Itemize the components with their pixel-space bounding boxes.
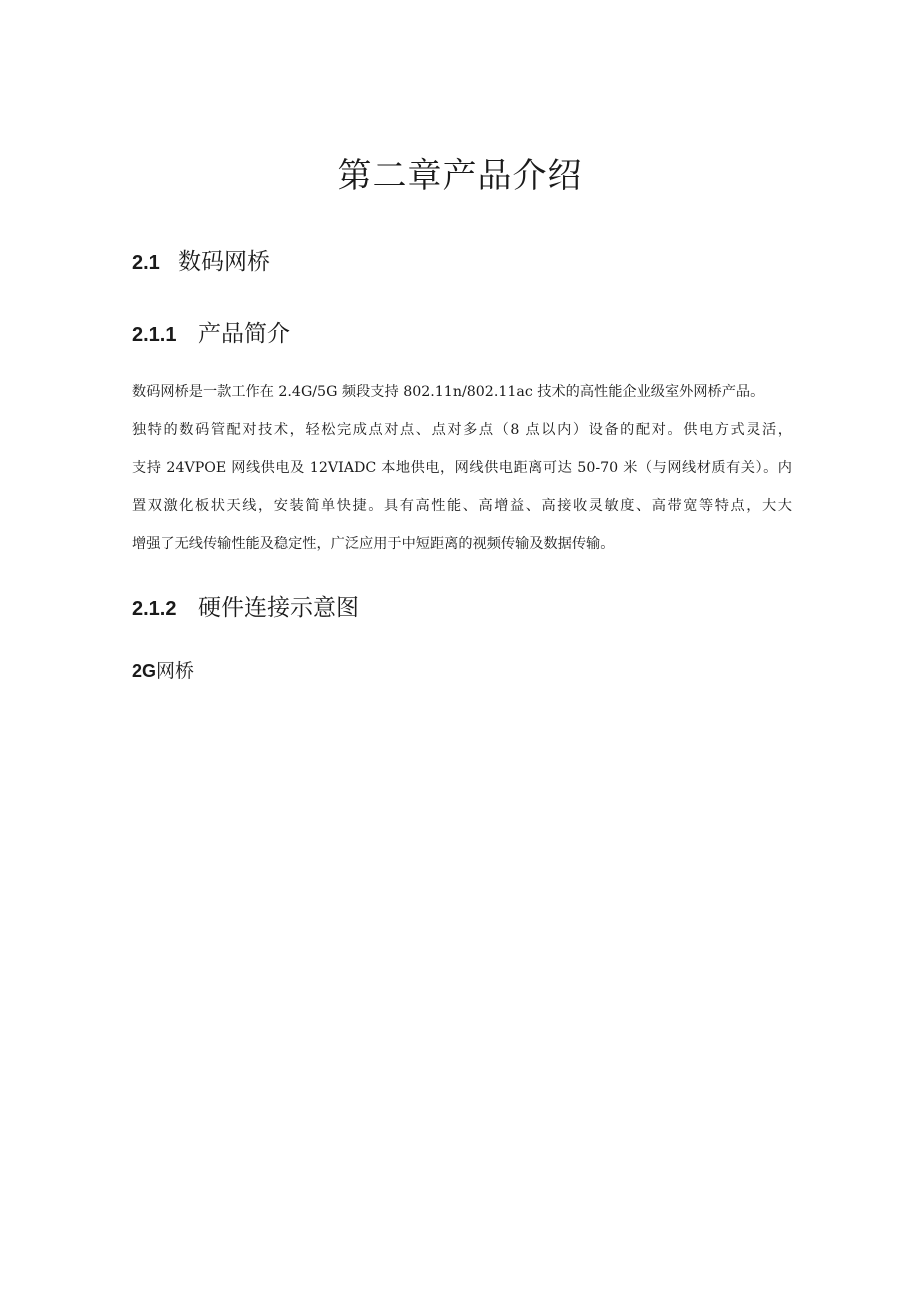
chapter-title: 第二章产品介绍 [337,156,583,196]
section-title: 数码网桥 [178,249,270,275]
subsection-title: 产品简介 [198,321,290,347]
subsection-number: 2.1.1 [132,324,177,346]
section-number: 2.1 [132,252,160,274]
paragraph-line: 支持 24VPOE 网线供电及 12VIADC 本地供电，网线供电距离可达 50-70 米（与网线材质有关）。内 [132,460,792,476]
paragraph-line: 置双激化板状天线，安装简单快捷。具有高性能、高增益、高接收灵敏度、高带宽等特点，大大 [132,498,792,514]
paragraph-line: 数码网桥是一款工作在 2.4G/5G 频段支持 802.11n/802.11ac 技术的高性能企业级室外网桥产品。 [132,384,765,400]
subsection-title: 硬件连接示意图 [198,595,359,621]
figure-label-prefix: 2G [132,661,157,681]
product-intro-paragraph [132,373,792,563]
paragraph-line: 独特的数码管配对技术，轻松完成点对点、点对多点（8 点以内）设备的配对。供电方式灵活， [132,422,792,438]
subsection-heading-2-1-1 [132,315,290,348]
figure-label-title: 网桥 [156,660,195,682]
paragraph-line: 增强了无线传输性能及稳定性，广泛应用于中短距离的视频传输及数据传输。 [132,536,615,552]
figure-label-2g-bridge [132,656,194,683]
section-heading-2-1 [132,243,270,276]
subsection-number: 2.1.2 [132,598,177,620]
subsection-heading-2-1-2 [132,589,359,622]
